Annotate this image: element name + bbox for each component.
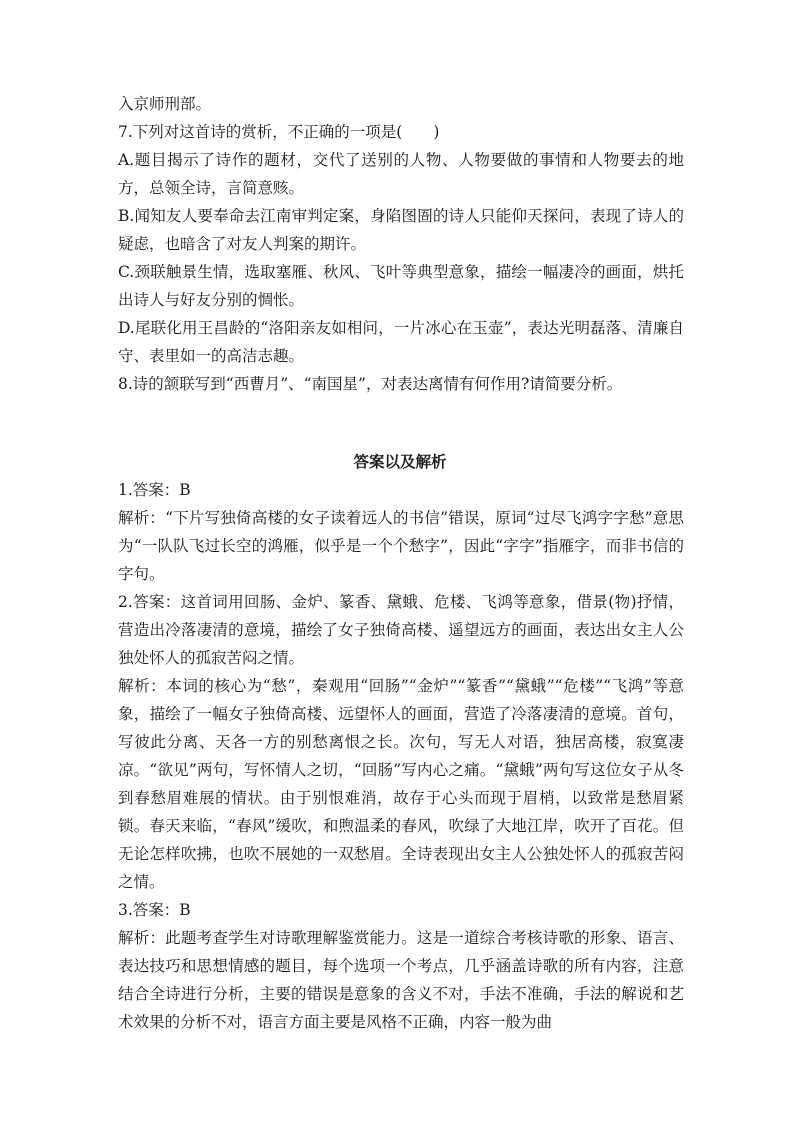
question-7-stem: 7.下列对这首诗的赏析，不正确的一项是( ) [118,123,440,141]
question-7-option-d: D.尾联化用王昌龄的“洛阳亲友如相问，一片冰心在玉壶”，表达光明磊落、清廉自守、表里如一的高洁志趣。 [118,319,684,365]
question-7-option-c: C.颈联触景生情，选取塞雁、秋风、飞叶等典型意象，描绘一幅凄冷的画面，烘托出诗人与好友分别的惆怅。 [118,263,684,309]
previous-note-tail: 入京师刑部。 [118,95,212,113]
answer-1: 1.答案：B [118,481,191,499]
answer-2: 2.答案：这首词用回肠、金炉、篆香、黛蛾、危楼、飞鸿等意象，借景(物)抒情，营造出冷落凄清的意境，描绘了女子独倚高楼、遥望远方的画面，表达出女主人公独处怀人的孤寂苦闷之情。 [118,593,684,667]
question-section [118,90,684,398]
answer-3: 3.答案：B [118,901,191,919]
question-8-stem: 8.诗的颔联写到“西曹月”、“南国星”，对表达离情有何作用?请简要分析。 [118,375,623,393]
answers-section [118,476,684,1036]
analysis-3: 解析：此题考查学生对诗歌理解鉴赏能力。这是一道综合考核诗歌的形象、语言、表达技巧和思想情感的题目，每个选项一个考点，几乎涵盖诗歌的所有内容，注意结合全诗进行分析，主要的错误是意象的含义不对，手法不准确，手法的解说和艺术效果的分析不对，语言方面主要是风格不正确，内容一般为曲 [118,929,684,1031]
question-7-option-b: B.闻知友人要奉命去江南审判定案，身陷图圄的诗人只能仰天探问，表现了诗人的疑虑，也暗含了对友人判案的期许。 [118,207,684,253]
answers-section-title: 答案以及解析 [353,453,447,471]
analysis-2: 解析：本词的核心为“愁”，秦观用“回肠”“金炉”“篆香”“黛蛾”“危楼”“飞鸿”等意象，描绘了一幅女子独倚高楼、远望怀人的画面，营造了冷落凄清的意境。首句，写彼此分离、天各一方的别愁离恨之长。次句，写无人对语，独居高楼，寂寞凄凉。“欲见”两句，写怀情人之切，“回肠”写内心之痛。“黛蛾”两句写这位女子从冬到春愁眉难展的情状。由于别恨难消，故存于心头而现于眉梢，以致常是愁眉紧锁。春天来临，“春风”缓吹，和煦温柔的春风，吹绿了大地江岸，吹开了百花。但无论怎样吹拂，也吹不展她的一双愁眉。全诗表现出女主人公独处怀人的孤寂苦闷之情。 [118,677,684,891]
analysis-1: 解析：“下片写独倚高楼的女子读着远人的书信”错误，原词“过尽飞鸿字字愁”意思为“一队队飞过长空的鸿雁，似乎是一个个愁字”，因此“字字”指雁字，而非书信的字句。 [118,509,684,583]
question-7-option-a: A.题目揭示了诗作的题材，交代了送别的人物、人物要做的事情和人物要去的地方，总领全诗，言简意赅。 [118,151,684,197]
